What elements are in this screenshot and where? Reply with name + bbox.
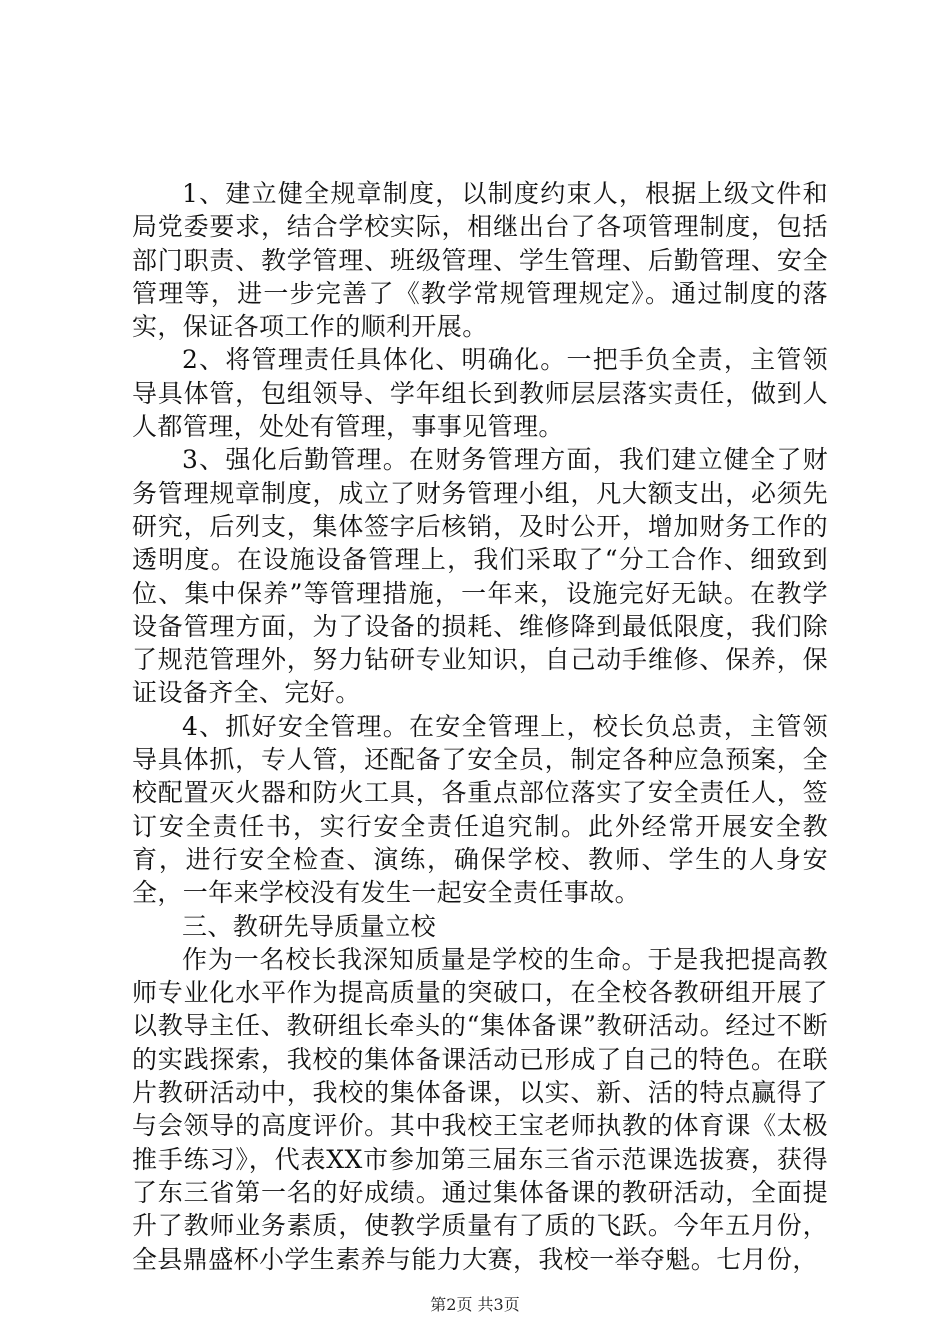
page-number-footer: 第2页 共3页 bbox=[430, 1295, 520, 1314]
document-body bbox=[132, 177, 828, 1276]
paragraph-teaching-research: 作为一名校长我深知质量是学校的生命。于是我把提高教师专业化水平作为提高质量的突破口，在全校各教研组开展了以教导主任、教研组长牵头的“集体备课”教研活动。经过不断的实践探索，我校的集体备课活动已形成了自己的特色。在联片教研活动中，我校的集体备课，以实、新、活的特点赢得了与会领导的高度评价。其中我校王宝老师执教的体育课《太极推手练习》，代表XX市参加第三届东三省示范课选拔赛，获得了东三省第一名的好成绩。通过集体备课的教研活动，全面提升了教师业务素质，使教学质量有了质的飞跃。今年五月份，全县鼎盛杯小学生素养与能力大赛，我校一举夺魁。七月份， bbox=[132, 944, 828, 1274]
paragraph-safety: 4、抓好安全管理。在安全管理上，校长负总责，主管领导具体抓，专人管，还配备了安全员，制定各种应急预案，全校配置灭火器和防火工具，各重点部位落实了安全责任人，签订安全责任书，实行安全责任追究制。此外经常开展安全教育，进行安全检查、演练，确保学校、教师、学生的人身安全，一年来学校没有发生一起安全责任事故。 bbox=[132, 711, 828, 908]
paragraph-responsibility: 2、将管理责任具体化、明确化。一把手负全责，主管领导具体管，包组领导、学年组长到教师层层落实责任，做到人人都管理，处处有管理，事事见管理。 bbox=[132, 345, 828, 442]
paragraph-logistics: 3、强化后勤管理。在财务管理方面，我们建立健全了财务管理规章制度，成立了财务管理小组，凡大额支出，必须先研究，后列支，集体签字后核销，及时公开，增加财务工作的透明度。在设施设备管理上，我们采取了“分工合作、细致到位、集中保养”等管理措施，一年来，设施完好无缺。在教学设备管理方面，为了设备的损耗、维修降到最低限度，我们除了规范管理外，努力钻研专业知识，自己动手维修、保养，保证设备齐全、完好。 bbox=[132, 445, 828, 708]
paragraph-regulations: 1、建立健全规章制度，以制度约束人，根据上级文件和局党委要求，结合学校实际，相继出台了各项管理制度，包括部门职责、教学管理、班级管理、学生管理、后勤管理、安全管理等，进一步完善了《教学常规管理规定》。通过制度的落实，保证各项工作的顺利开展。 bbox=[132, 179, 828, 342]
section-heading: 三、教研先导质量立校 bbox=[182, 911, 437, 941]
